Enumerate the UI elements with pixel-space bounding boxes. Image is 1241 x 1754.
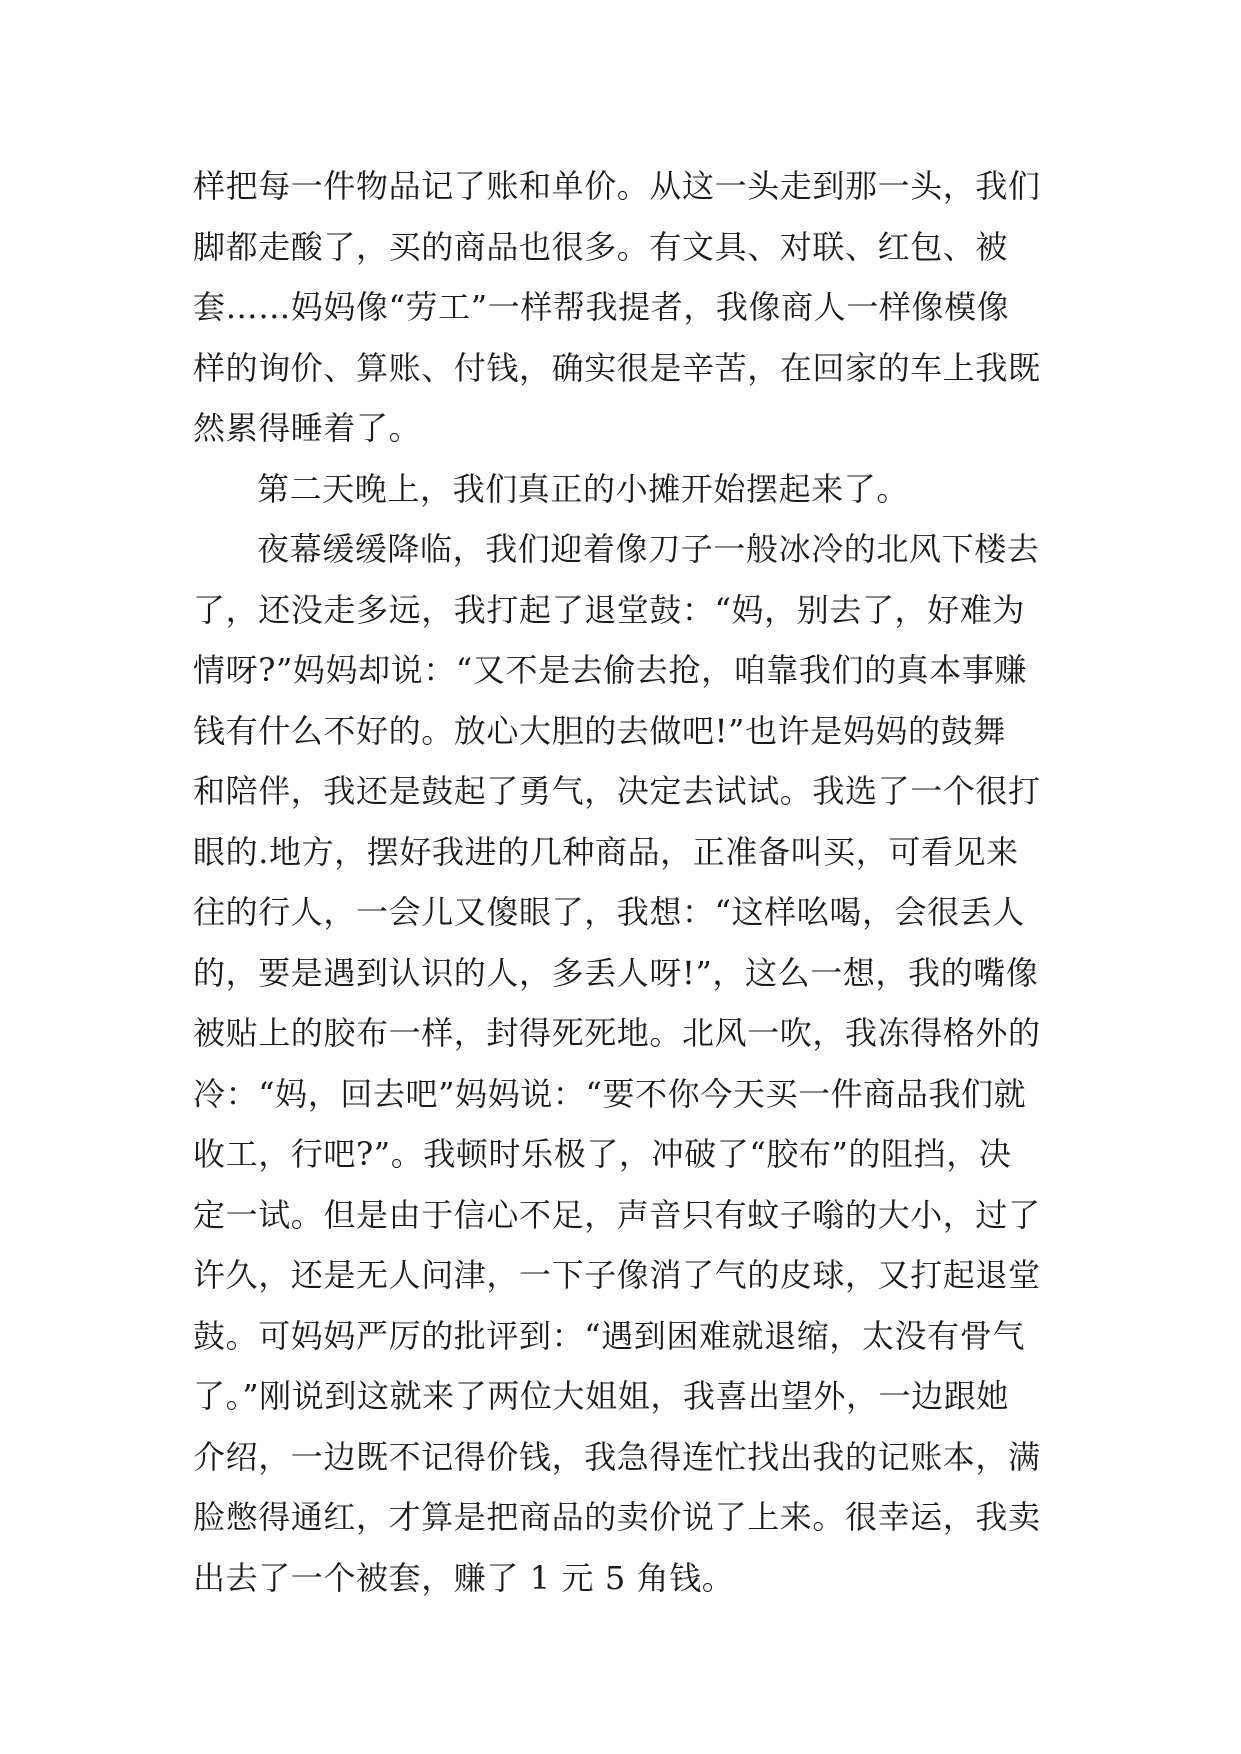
- paragraph-start-line: 夜幕缓缓降临，我们迎着像刀子一般冰冷的北风下楼去: [257, 530, 1040, 568]
- text-line: 脸憋得通红，才算是把商品的卖价说了上来。很幸运，我卖: [193, 1498, 1041, 1536]
- text-line: 套……妈妈像“劳工”一样帮我提者，我像商人一样像模像: [193, 288, 1010, 326]
- text-line: 了。”刚说到这就来了两位大姐姐，我喜出望外，一边跟她: [193, 1377, 1009, 1415]
- text-line: 的，要是遇到认识的人，多丢人呀!”，这么一想，我的嘴像: [193, 953, 1039, 992]
- text-line: 样把每一件物品记了账和单价。从这一头走到那一头，我们: [193, 167, 1041, 205]
- text-line: 冷：“妈，回去吧”妈妈说：“要不你今天买一件商品我们就: [193, 1074, 1027, 1113]
- text-line: 眼的.地方，摆好我进的几种商品，正准备叫买，可看见来: [193, 832, 1019, 871]
- text-line: 脚都走酸了，买的商品也很多。有文具、对联、红包、被: [193, 227, 1009, 266]
- text-line: 往的行人，一会儿又傻眼了，我想：“这样吆喝，会很丢人: [193, 893, 1025, 931]
- document-body: [193, 156, 1053, 1608]
- text-line: 然累得睡着了。: [193, 409, 422, 447]
- paragraph-start-line: 第二天晚上，我们真正的小摊开始摆起来了。: [257, 469, 910, 508]
- text-line: 鼓。可妈妈严厉的批评到：“遇到困难就退缩，太没有骨气: [193, 1316, 1025, 1355]
- text-line: 被贴上的胶布一样，封得死死地。北风一吹，我冻得格外的: [193, 1014, 1041, 1052]
- text-line: 钱有什么不好的。放心大胆的去做吧!”也许是妈妈的鼓舞: [193, 711, 1006, 750]
- text-line: 了，还没走多远，我打起了退堂鼓：“妈，别去了，好难为: [193, 590, 1025, 629]
- text-line: 情呀?”妈妈却说：“又不是去偷去抢，咱靠我们的真本事赚: [193, 651, 1028, 689]
- text-line: 介绍，一边既不记得价钱，我急得连忙找出我的记账本，满: [193, 1437, 1041, 1476]
- text-line: 收工，行吧?”。我顿时乐极了，冲破了“胶布”的阻挡，决: [193, 1135, 1012, 1173]
- text-line: 许久，还是无人问津，一下子像消了气的皮球，又打起退堂: [193, 1256, 1041, 1294]
- text-line: 和陪伴，我还是鼓起了勇气，决定去试试。我选了一个很打: [193, 772, 1041, 810]
- text-line: 出去了一个被套，赚了 1 元 5 角钱。: [193, 1558, 735, 1597]
- text-line: 定一试。但是由于信心不足，声音只有蚊子嗡的大小，过了: [193, 1195, 1041, 1234]
- text-line: 样的询价、算账、付钱，确实很是辛苦，在回家的车上我既: [193, 348, 1041, 387]
